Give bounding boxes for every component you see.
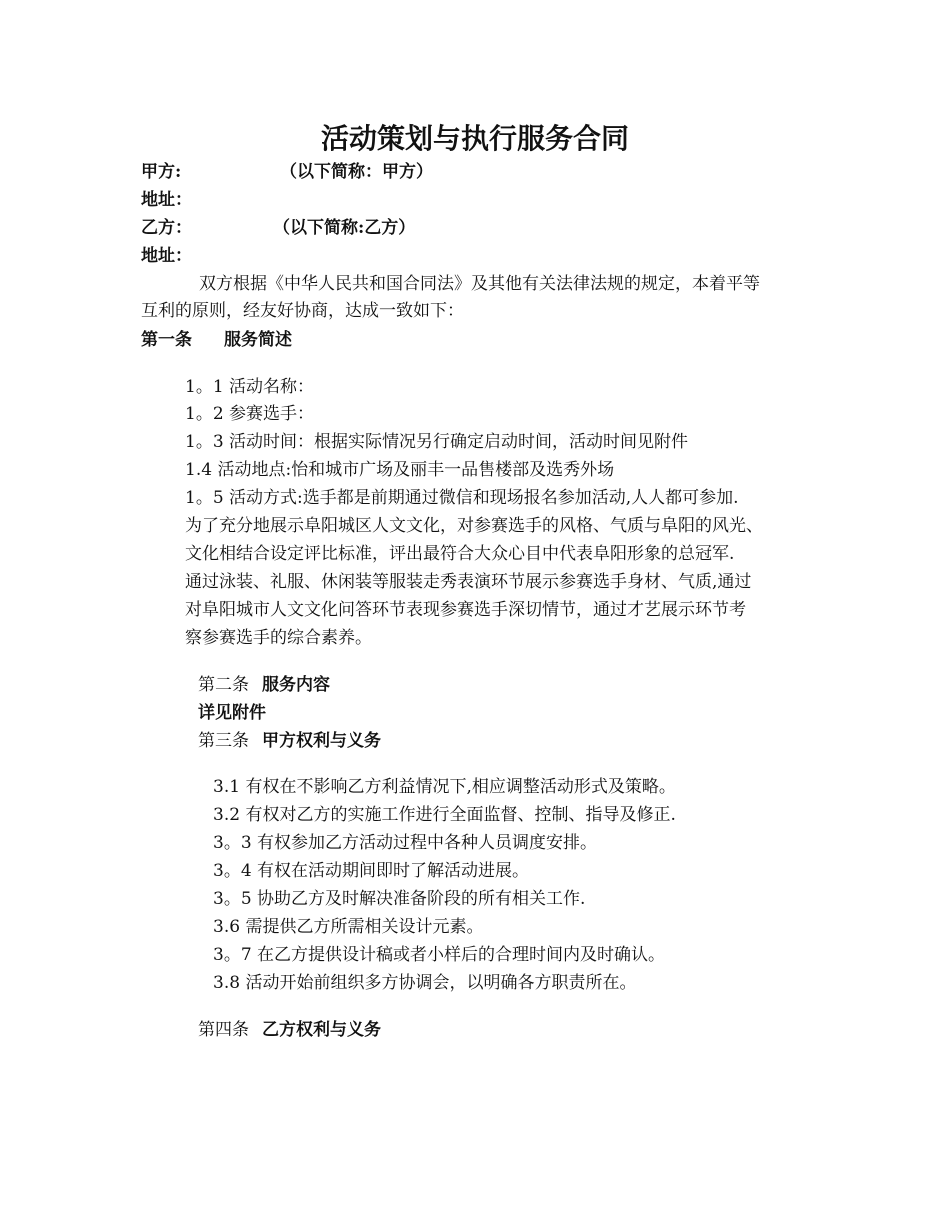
article2-body: 详见附件 [198,703,266,723]
article3-item: 3.8 活动开始前组织多方协调会，以明确各方职责所在。 [213,973,637,993]
article1-item: 1。2 参赛选手： [185,404,315,424]
article4-heading: 乙方权利与义务 [262,1020,381,1040]
article3-item: 3.1 有权在不影响乙方利益情况下,相应调整活动形式及策略。 [213,777,676,797]
party-a-label: 甲方: [141,162,182,182]
article1-continuation: 通过泳装、礼服、休闲装等服装走秀表演环节展示参赛选手身材、气质,通过 [185,572,752,592]
article1-item: 1。1 活动名称： [185,377,315,397]
party-a-alias: （以下简称：甲方） [280,162,433,182]
article3-item: 3。4 有权在活动期间即时了解活动进展。 [213,861,530,881]
article1-item: 1。3 活动时间：根据实际情况另行确定启动时间，活动时间见附件 [185,432,689,452]
article1-heading: 服务简述 [224,330,292,350]
article1-continuation: 为了充分地展示阜阳城区人文文化，对参赛选手的风格、气质与阜阳的风光、 [185,516,763,536]
article1-continuation: 对阜阳城市人文文化问答环节表现参赛选手深切情节，通过才艺展示环节考 [185,600,746,620]
document-title: 活动策划与执行服务合同 [320,122,629,155]
article3-item: 3.6 需提供乙方所需相关设计元素。 [213,917,484,937]
article3-number: 第三条 [198,731,249,751]
article4-number: 第四条 [198,1020,249,1040]
article3-item: 3.2 有权对乙方的实施工作进行全面监督、控制、指导及修正. [213,805,676,825]
article1-continuation: 文化相结合设定评比标准，评出最符合大众心目中代表阜阳形象的总冠军. [185,544,735,564]
article1-item: 1.4 活动地点:怡和城市广场及丽丰一品售楼部及选秀外场 [185,460,615,480]
article3-heading: 甲方权利与义务 [262,731,381,751]
article1-number: 第一条 [141,330,192,350]
article2-heading: 服务内容 [262,675,330,695]
article3-item: 3。3 有权参加乙方活动过程中各种人员调度安排。 [213,833,598,853]
party-b-alias: （以下简称:乙方） [273,218,416,238]
article3-item: 3。7 在乙方提供设计稿或者小样后的合理时间内及时确认。 [213,945,666,965]
article1-continuation: 察参赛选手的综合素养。 [185,628,372,648]
article2-number: 第二条 [198,675,249,695]
party-a-address-label: 地址： [141,190,192,210]
preamble-line: 互利的原则，经友好协商，达成一致如下： [141,301,464,321]
party-b-label: 乙方： [141,218,192,238]
party-b-address-label: 地址： [141,246,192,266]
preamble-line: 双方根据《中华人民共和国合同法》及其他有关法律法规的规定，本着平等 [199,274,760,294]
article1-item: 1。5 活动方式:选手都是前期通过微信和现场报名参加活动,人人都可参加. [185,488,739,508]
article3-item: 3。5 协助乙方及时解决准备阶段的所有相关工作. [213,889,586,909]
